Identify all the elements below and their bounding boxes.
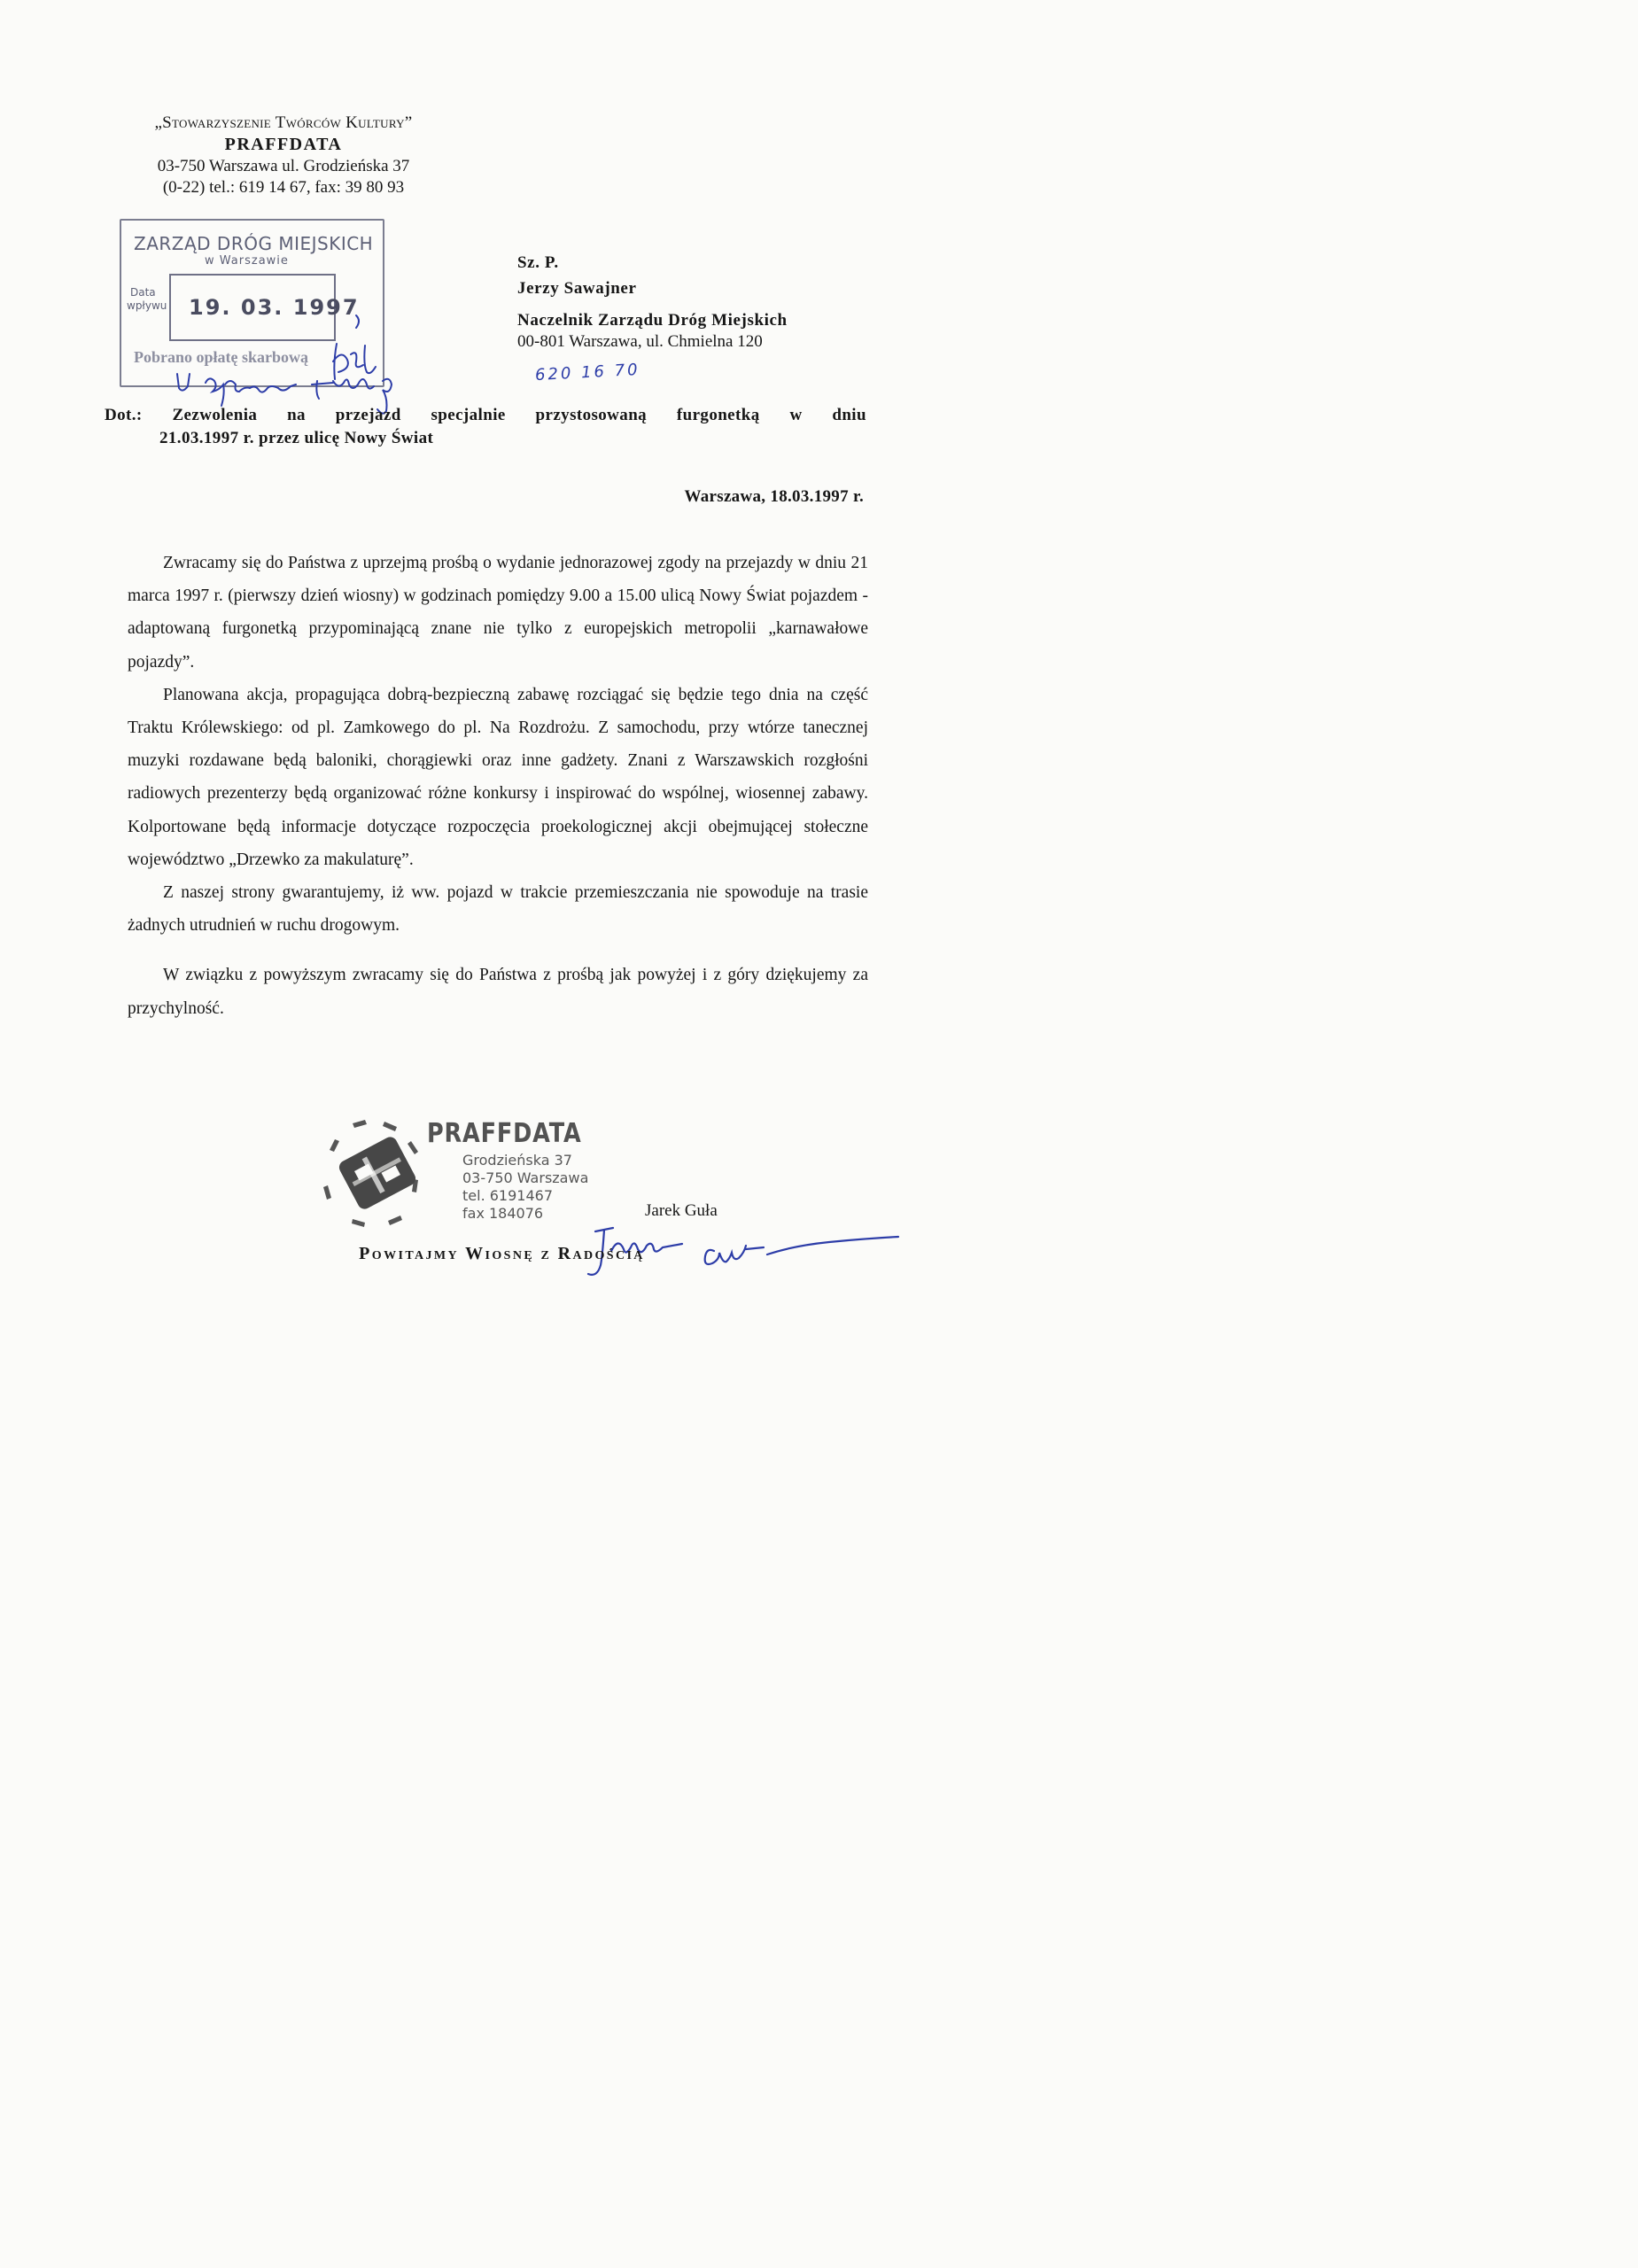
company-stamp — [322, 1115, 606, 1230]
letter-body — [128, 547, 868, 1025]
footer-motto — [0, 1244, 1004, 1264]
subject-word: w — [789, 406, 803, 424]
letterhead-phone-fax: (0-22) tel.: 619 14 67, fax: 39 80 93 — [162, 178, 405, 197]
company-stamp-details — [462, 1152, 588, 1223]
subject-word: przystosowaną — [535, 406, 648, 424]
body-paragraph-4: W związku z powyższym zwracamy się do Państwa z prośbą jak powyżej i z góry dziękujemy za przychylność. — [128, 966, 868, 1018]
subject-word: przejazd — [335, 406, 401, 424]
subject-line-1 — [105, 406, 866, 425]
received-label-wplywu: wpływu — [127, 299, 167, 312]
company-stamp-name: PRAFFDATA — [427, 1118, 582, 1149]
handwritten-notes-drawing — [151, 310, 434, 416]
motto-text: Powitajmy Wiosnę z Radością — [359, 1244, 645, 1263]
received-paid-note: Pobrano opłatę skarbową — [134, 348, 309, 366]
addressee-block — [517, 253, 788, 352]
letter-page — [0, 0, 1004, 1389]
addressee-name: Jerzy Sawajner — [517, 279, 637, 298]
letterhead — [89, 113, 478, 198]
signatory-name: Jarek Guła — [645, 1201, 718, 1220]
letterhead-name: PRAFFDATA — [224, 135, 343, 154]
letterhead-org: „Stowarzyszenie Twórców Kultury” — [154, 113, 413, 132]
body-paragraph-2: Planowana akcja, propagująca dobrą-bezpieczną zabawę rozciągać się będzie tego dnia na część Traktu Królewskiego: od pl. Zamkowego do pl. Na Rozdrożu. Z samochodu, przy wtórze tanecznej muzyki rozdawane będą baloniki, chorągiewki oraz inne gadżety. Znani z Warszawskich rozgłośni radiowych prezenterzy będą organizować różne konkursy i inspirować do wspólnej, wiosennej zabawy. Kolportowane będą informacje dotyczące rozpoczęcia proekologicznej akcji obejmującej stołeczne województwo „Drzewko za makulaturę”. — [128, 685, 868, 869]
subject-word: dniu — [832, 406, 866, 424]
subject-label: Dot.: — [105, 406, 143, 424]
received-stamp-title: ZARZĄD DRÓG MIEJSKICH — [134, 233, 374, 254]
subject-line-2: 21.03.1997 r. przez ulicę Nowy Świat — [159, 429, 434, 447]
body-paragraph-1: Zwracamy się do Państwa z uprzejmą prośbą o wydanie jednorazowej zgody na przejazdy w dniu 21 marca 1997 r. (pierwszy dzień wiosny) w godzinach pomiędzy 9.00 a 15.00 ulicą Nowy Świat pojazdem - adaptowaną furgonetką przypominającą znane nie tylko z europejskich metropolii „karnawałowe pojazdy”. — [128, 554, 868, 672]
company-stamp-city: 03-750 Warszawa — [462, 1169, 589, 1186]
addressee-address: 00-801 Warszawa, ul. Chmielna 120 — [517, 332, 763, 351]
received-label-data: Data — [130, 286, 156, 299]
company-logo-emblem — [322, 1115, 432, 1230]
subject-word: specjalnie — [431, 406, 506, 424]
company-stamp-tel: tel. 6191467 — [462, 1187, 553, 1204]
letterhead-address: 03-750 Warszawa ul. Grodzieńska 37 — [157, 157, 410, 175]
addressee-salutation: Sz. P. — [517, 253, 559, 272]
body-paragraph-3: Z naszej strony gwarantujemy, iż ww. pojazd w trakcie przemieszczania nie spowoduje na trasie żadnych utrudnień w ruchu drogowym. — [128, 883, 868, 936]
company-stamp-fax: fax 184076 — [462, 1205, 544, 1222]
place-and-date: Warszawa, 18.03.1997 r. — [684, 487, 864, 506]
subject-word: Zezwolenia — [172, 406, 258, 424]
received-date: 19. 03. 1997 — [189, 295, 360, 320]
subject-word: furgonetką — [676, 406, 760, 424]
received-stamp-city: w Warszawie — [205, 254, 289, 268]
addressee-position: Naczelnik Zarządu Dróg Miejskich — [517, 311, 788, 330]
handwritten-phone-number: 620 16 70 — [534, 360, 641, 385]
subject-block — [105, 406, 866, 448]
company-stamp-street: Grodzieńska 37 — [462, 1152, 572, 1169]
subject-word: na — [287, 406, 306, 424]
